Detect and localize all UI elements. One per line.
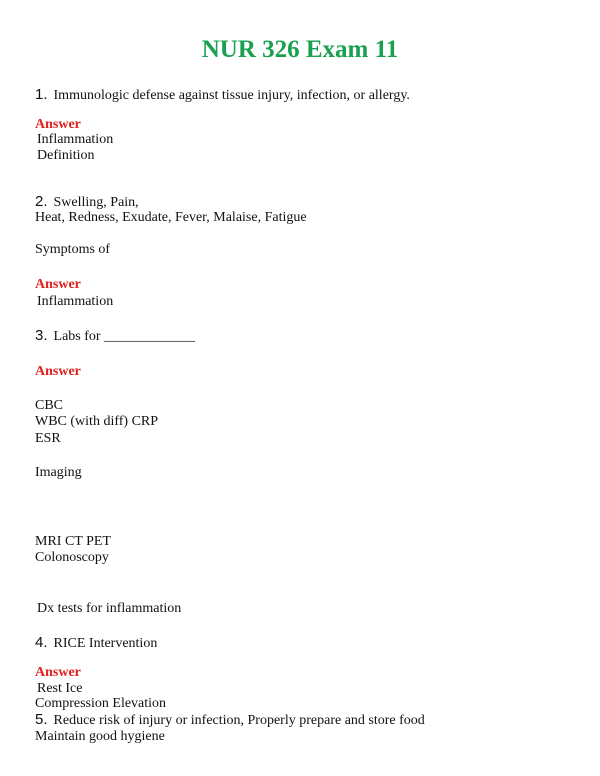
- answer-line: Imaging: [35, 465, 82, 480]
- question-text: Labs for _____________: [53, 329, 196, 344]
- answer-line: Inflammation: [37, 132, 114, 147]
- question-text-line: Heat, Redness, Exudate, Fever, Malaise, Fatigue: [35, 210, 307, 225]
- answer-line: WBC (with diff) CRP: [35, 414, 159, 429]
- answer-line: Colonoscopy: [35, 550, 109, 565]
- answer-label: Answer: [35, 665, 81, 680]
- answer-label: Answer: [35, 277, 81, 292]
- question-text: Immunologic defense against tissue injury, infection, or allergy.: [53, 88, 410, 103]
- answer-line: ESR: [35, 431, 61, 446]
- answer-line: Dx tests for inflammation: [37, 601, 182, 616]
- answer-line: Rest Ice: [37, 681, 83, 696]
- answer-line: Compression Elevation: [35, 696, 167, 711]
- question-text-line: Maintain good hygiene: [35, 729, 165, 744]
- answer-line: Definition: [37, 148, 95, 163]
- question-number: 2.: [35, 193, 48, 210]
- question-text: Swelling, Pain,: [53, 195, 139, 210]
- question-number: 4.: [35, 634, 48, 651]
- question-number: 5.: [35, 711, 48, 728]
- question-5: [35, 711, 425, 729]
- answer-label: Answer: [35, 117, 81, 132]
- answer-label: Answer: [35, 364, 81, 379]
- question-4: [35, 634, 157, 652]
- answer-line: MRI CT PET: [35, 534, 111, 549]
- answer-line: CBC: [35, 398, 64, 413]
- question-text: RICE Intervention: [53, 636, 158, 651]
- question-number: 3.: [35, 327, 48, 344]
- question-text: Reduce risk of injury or infection, Properly prepare and store food: [53, 713, 425, 728]
- answer-line: Inflammation: [37, 294, 114, 309]
- question-text-line: Symptoms of: [35, 242, 111, 257]
- question-number: 1.: [35, 86, 48, 103]
- question-1: [35, 86, 410, 104]
- question-3: [35, 327, 195, 345]
- page-title: NUR 326 Exam 11: [201, 36, 399, 63]
